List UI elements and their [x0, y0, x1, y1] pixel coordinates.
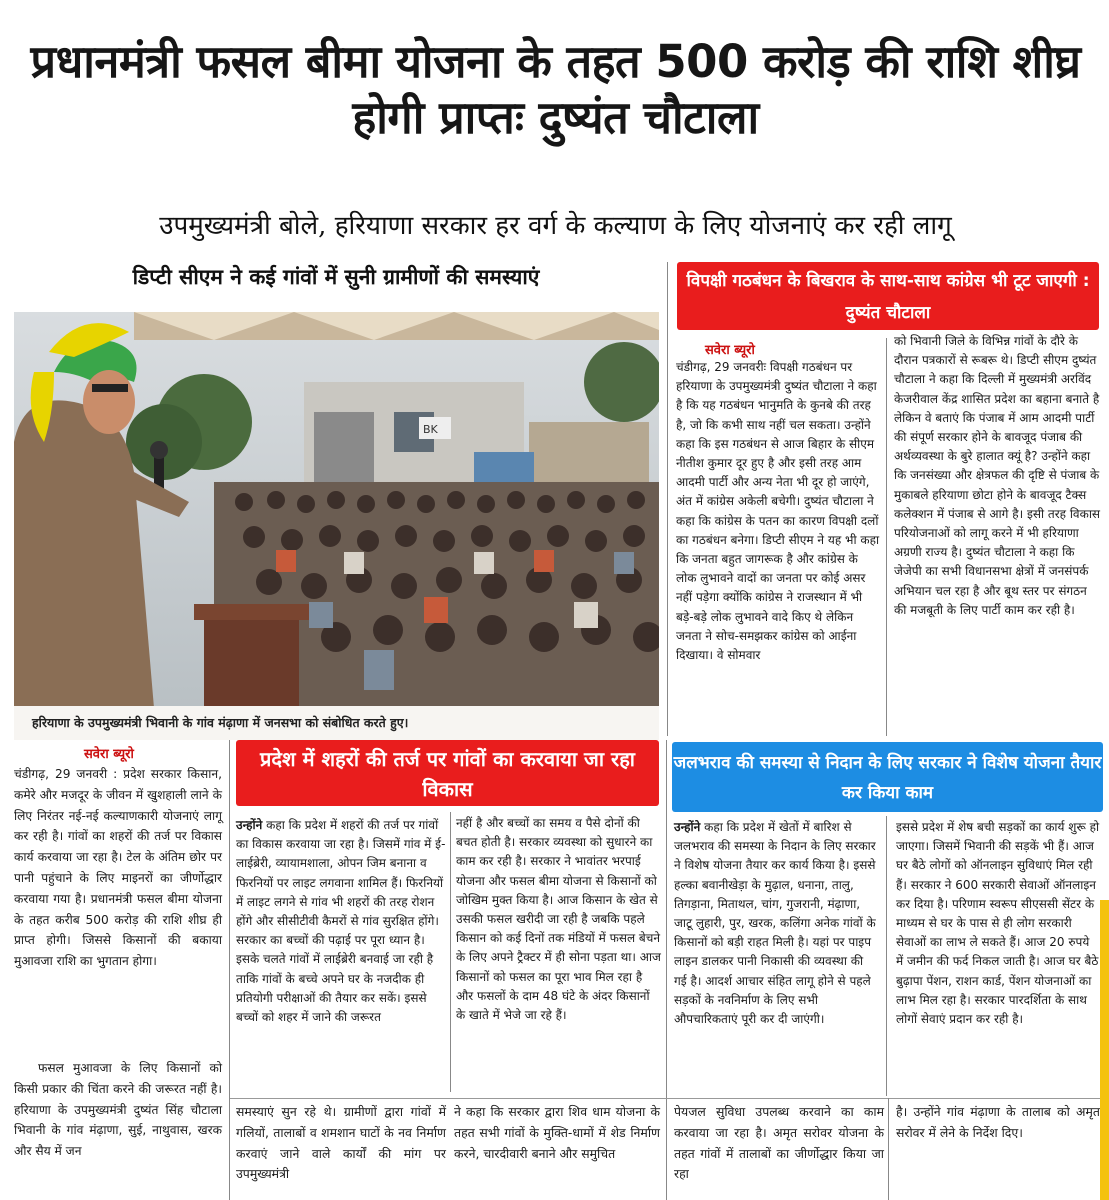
rally-photo: [14, 312, 659, 708]
bottom-column-4: है। उन्होंने गांव मंढ़ाणा के तालाब को अमृत सरोवर में लेने के निर्देश दिए।: [896, 1104, 1100, 1140]
left-story-para-1: चंडीगढ़, 29 जनवरी : प्रदेश सरकार किसान, कमेरे और मजदूर के जीवन में खुशहाली लाने के लिए निरंतर नई-नई कल्याणकारी योजनाएं लागू कर रही है। गांवों का शहरों की तर्ज पर विकास कार्य करवाया जा रहा है। टेल के अंतिम छोर पर पानी पहुंचाने के लिए माइनरों का जीर्णोद्धार करवाया गया है। प्रधानमंत्री फसल बीमा योजना के तहत करीब 500 करोड़ की राशि शीघ्र ही प्राप्त होगी। जिससे किसानों की बकाया मुआवजा राशि का भुगतान होगा।: [14, 767, 222, 969]
left-story-para-2: फसल मुआवजा के लिए किसानों को किसी प्रकार की चिंता करने की जरूरत नहीं है। हरियाणा के उपमुख्यमंत्री दुष्यंत सिंह चौटाला भिवानी के गांव मंढ़ाणा, सुई, नाथुवास, खरक और सैय में जन: [14, 1061, 222, 1159]
photo-sign-text: BK: [423, 423, 438, 436]
column-divider: [886, 816, 887, 1096]
subheadline: उपमुख्यमंत्री बोले, हरियाणा सरकार हर वर्ग के कल्याण के लिए योजनाएं कर रही लागू: [159, 211, 952, 241]
column-divider: [667, 262, 668, 736]
column-divider: [229, 740, 230, 1200]
column-divider: [888, 1098, 889, 1200]
left-story-heading: डिप्टी सीएम ने कई गांवों में सुनी ग्रामीणों की समस्याएं: [132, 265, 540, 289]
left-story-byline: सवेरा ब्यूरो: [84, 747, 134, 762]
blue-story-heading: जलभराव की समस्या से निदान के लिए सरकार ने विशेष योजना तैयार कर किया काम: [672, 742, 1103, 812]
center-story-column-1-text: कहा कि प्रदेश में शहरों की तर्ज पर गांवों का विकास करवाया जा रहा है। जिसमें गांव में ई-लाईब्रेरी, व्यायामशाला, ओपन जिम बनाना व फिरनियों पर लाइट लगवाना शामिल हैं। फिरनियों में लाइट लगने से गांव भी शहरों की तरह रोशन होंगे और सीसीटीवी कैमरों से गांव सुरक्षित होंगे। सरकार का बच्चों की पढ़ाई पर पूरा ध्यान है। इसके चलते गांवों में लाईब्रेरी बनवाई जा रही है ताकि गांवों के बच्चे अपने घर के नजदीक ही प्रतियोगी परीक्षाओं की तैयार कर सकें। इससे बच्चों को शहर में जाने की जरूरत: [236, 818, 446, 1025]
blue-story-column-1-text: कहा कि प्रदेश में खेतों में बारिश से जलभराव की समस्या के निदान के लिए सरकार ने विशेष योजना तैयार कर कार्य किया है। इससे हल्का बवानीखेड़ा के मुढ़ाल, धनाना, तालु, तिगड़ाना, मिताथल, चांग, गुजरानी, मंढ़ाणा, जाटू लुहारी, पुर, खरक, कलिंगा अनेक गांवों के किसानों को बड़ी राहत मिली है। यहां पर पाइप लाइन डालकर पानी निकासी की व्यवस्था की गई है। आदर्श आचार संहित लागू होने से पहले सड़कों के नवनिर्माण के लिए सभी औपचारिकताएं पूरी कर दी जाएंगी।: [674, 820, 876, 1027]
yellow-edge-strip: [1100, 900, 1109, 1200]
bottom-column-3: पेयजल सुविधा उपलब्ध करवाने का काम करवाया जा रहा है। अमृत सरोवर योजना के तहत गांवों में तालाबों का जीर्णोद्धार किया जा रहा: [674, 1104, 884, 1182]
bottom-column-2: ने कहा कि सरकार द्वारा शिव धाम योजना के तहत सभी गांवों के मुक्ति-धामों में शेड निर्माण करने, चारदीवारी बनाने और समुचित: [454, 1104, 660, 1161]
center-story-heading: प्रदेश में शहरों की तर्ज पर गांवों का करवाया जा रहा विकास: [236, 740, 659, 806]
blue-story-column-1: [674, 818, 878, 1029]
right-story-column-2: को भिवानी जिले के विभिन्न गांवों के दौरे के दौरान पत्रकारों से रूबरू थे। डिप्टी सीएम दुष्यंत चौटाला ने कहा कि दिल्ली में मुख्यमंत्री अरविंद केजरीवाल केंद्र शासित प्रदेश का बहाना बनाते है लेकिन वे बताएं कि पंजाब में आम आदमी पार्टी की संपूर्ण सरकार होने के बावजूद पंजाब की अर्थव्यवस्था के बुरे हालात क्यूं है? उन्होंने कहा कि जनसंख्या और क्षेत्रफल की दृष्टि से पंजाब के मुकाबले हरियाणा छोटा होने के बावजूद टैक्स कलेक्शन में पंजाब से आगे है। इसी तरह विकास परियोजनाओं को लागू करने में भी हरियाणा अग्रणी राज्य है। दुष्यंत चौटाला ने कहा कि जेजेपी का सभी विधानसभा क्षेत्रों में जनसंपर्क अभियान चल रहा है और बूथ स्तर पर संगठन की मजबूती के लिए पार्टी काम कर रही है।: [894, 334, 1101, 617]
rally-photo-illustration: [14, 312, 659, 708]
headline: प्रधानमंत्री फसल बीमा योजना के तहत 500 करोड़ की राशि शीघ्र होगी प्राप्तः दुष्यंत चौटाला: [30, 35, 1081, 144]
center-story-column-2: नहीं है और बच्चों का समय व पैसे दोनों की बचत होती है। सरकार व्यवस्था को सुधारने का काम कर रही है। सरकार ने भावांतर भरपाई योजना और फसल बीमा योजना से किसानों को जोखिम मुक्त किया है। आज किसान के खेत से उसकी फसल खरीदी जा रही है जबकि पहले किसान को कई दिनों तक मंडियों में फसल बेचने के लिए अपने ट्रैक्टर में ही सोना पड़ता था। आज किसानों को फसल का पूरा भाव मिल रहा है और फसलों के दाम 48 घंटे के अंदर किसानों के खाते में भेजे जा रहे हैं।: [456, 816, 661, 1023]
blue-story-lead: उन्होंने: [674, 820, 701, 834]
column-divider: [666, 740, 667, 1200]
bottom-divider: [230, 1098, 1100, 1099]
blue-story-column-2: इससे प्रदेश में शेष बची सड़कों का कार्य शुरू हो जाएगा। जिसमें भिवानी की सड़कें भी हैं। आज घर बैठे लोगों को ऑनलाइन सुविधाएं मिल रही हैं। सरकार ने 600 सरकारी सेवाओं ऑनलाइन कर दिया है। परिणाम स्वरूप सीएससी सेंटर के माध्यम से घर के पास से ही लोग सरकारी सेवाओं का लाभ ले सकते हैं। आज 20 रुपये में जमीन की फर्द निकल जाती है। आज घर बैठे बुढ़ापा पेंशन, राशन कार्ड, पेंशन योजनाओं का लाभ मिल रहा है। सरकार पारदर्शिता के साथ लोगों सेवाएं प्रदान कर रही है।: [896, 820, 1100, 1027]
right-story-byline: सवेरा ब्यूरो: [705, 343, 755, 358]
photo-caption: हरियाणा के उपमुख्यमंत्री भिवानी के गांव मंढ़ाणा में जनसभा को संबोधित करते हुए।: [14, 706, 659, 740]
column-divider: [450, 812, 451, 1092]
column-divider: [886, 338, 887, 736]
bottom-column-1: समस्याएं सुन रहे थे। ग्रामीणों द्वारा गांवों में गलियों, तालाबों व शमशान घाटों के नव निर्माण करवाएं जाने वाले कार्यों की मांग पर उपमुख्यमंत्री: [236, 1104, 446, 1182]
right-story-column-1: चंडीगढ़, 29 जनवरीः विपक्षी गठबंधन पर हरियाणा के उपमुख्यमंत्री दुष्यंत चौटाला ने कहा है कि यह गठबंधन भानुमति के कुनबे की तरह है, जो कि कभी साथ नहीं चल सकता। उन्होंने कहा कि इस गठबंधन से आज बिहार के सीएम नीतीश कुमार दूर हुए है और इसी तरह आम आदमी पार्टी और अन्य नेता भी दूर हो जाएंगे, अंत में कांग्रेस अकेली बचेगी। दुष्यंत चौटाला ने कहा कि कांग्रेस के पतन का कारण विपक्षी दलों का गठबंधन बनेगा। डिप्टी सीएम ने यह भी कहा कि जनता बहुत जागरूक है और कांग्रेस के लोक लुभावने वादों का जनता पर कोई असर नहीं पड़ेगा क्योंकि कांग्रेस ने राजस्थान में भी बड़े-बड़े लोक लुभावने वादे किए थे लेकिन जनता ने सोच-समझकर कांग्रेस को आईना दिखाया। वे सोमवार: [676, 360, 880, 663]
center-story-lead: उन्होंने: [236, 818, 263, 832]
center-story-column-1: [236, 816, 446, 1027]
right-story-heading: विपक्षी गठबंधन के बिखराव के साथ-साथ कांग्रेस भी टूट जाएगी : दुष्यंत चौटाला: [677, 262, 1099, 330]
